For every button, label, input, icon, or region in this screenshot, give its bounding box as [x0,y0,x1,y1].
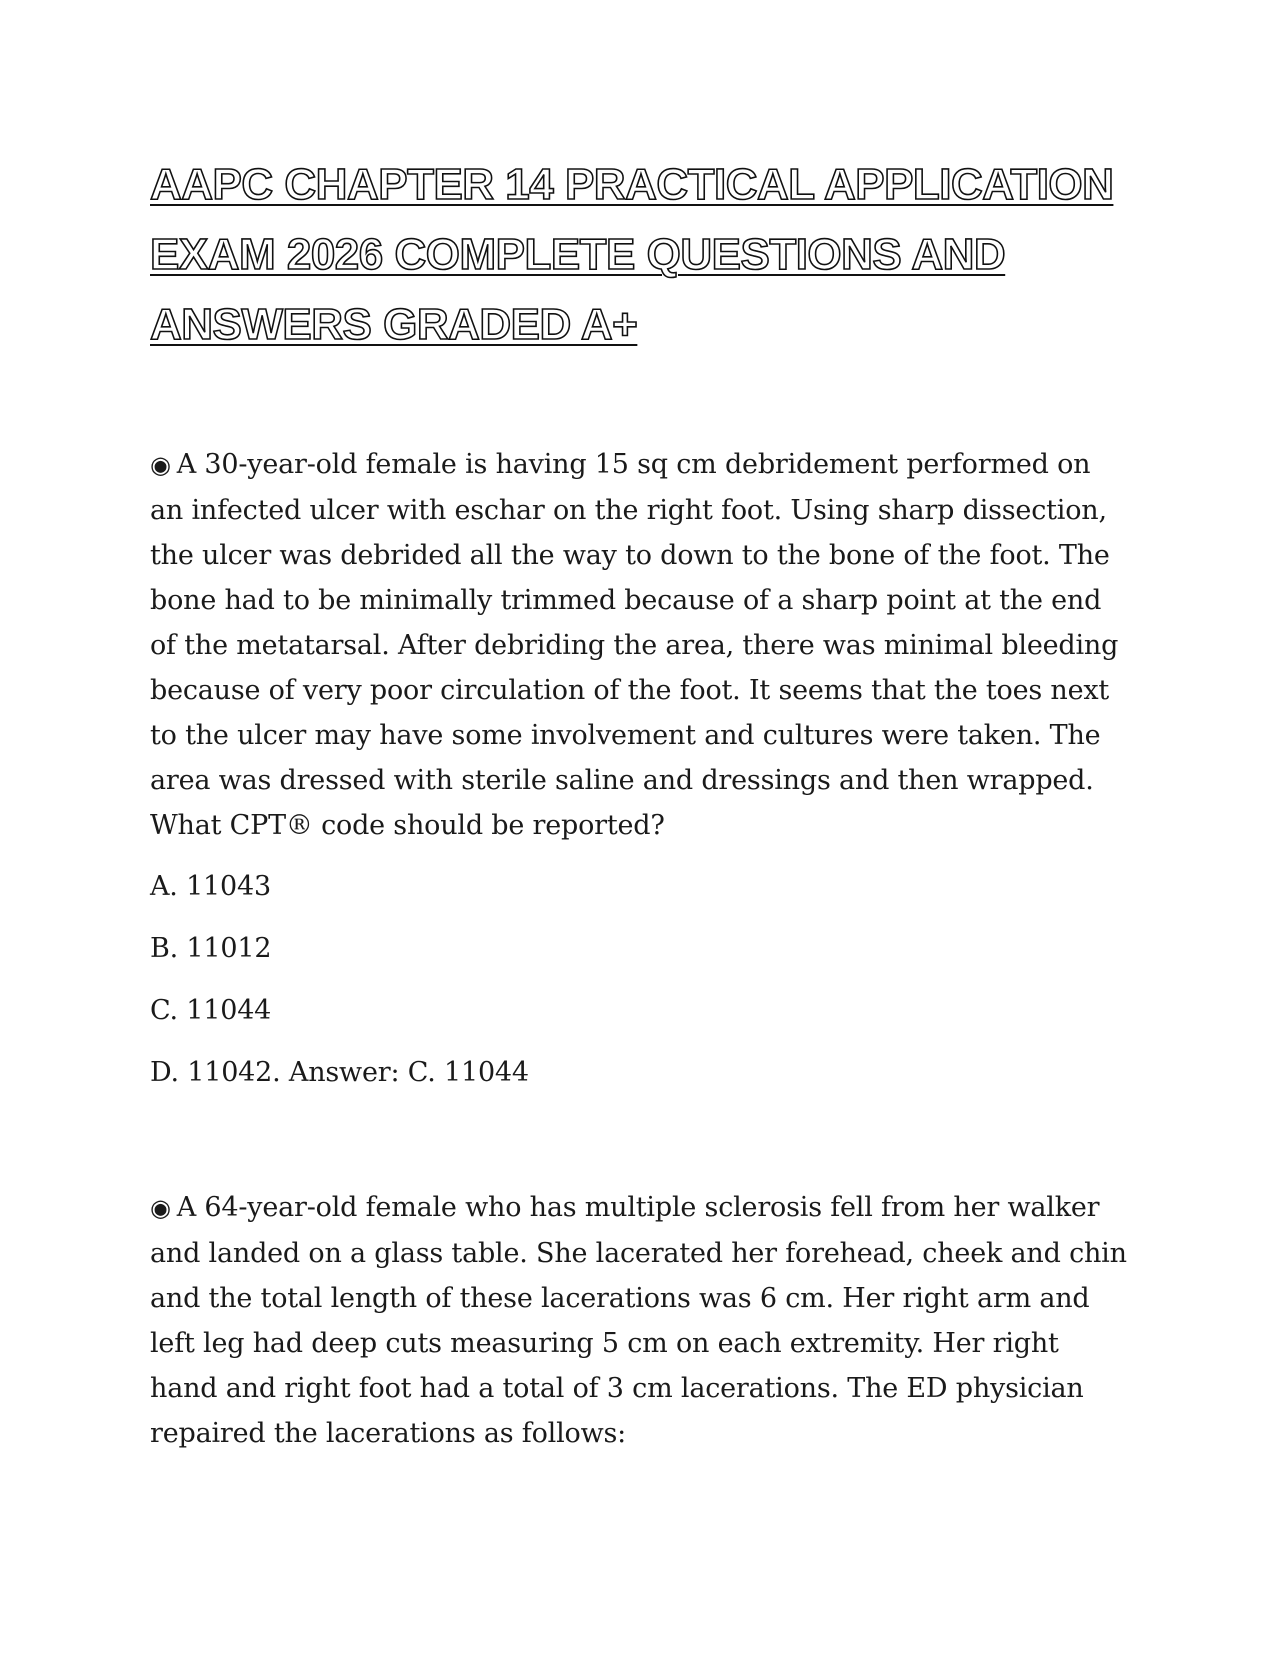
question-1-body: A 30-year-old female is having 15 sq cm debridement performed on an infected ulcer with eschar on the right foot. Using sharp dissection, the ulcer was debrided all the way to down to the bone of the foot. The bone had to be minimally trimmed because of a sharp point at the end of the metatarsal. After debriding the area, there was minimal bleeding because of very poor circulation of the foot. It seems that the toes next to the ulcer may have some involvement and cultures were taken. The area was dressed with sterile saline and dressings and then wrapped. What CPT® code should be reported? [150,449,1119,841]
document-title [150,150,1130,360]
question-text [150,442,1130,848]
question-2 [150,1185,1130,1456]
option-b: B. 11012 [150,933,272,964]
option-a: A. 11043 [150,871,271,902]
document-page [150,150,1130,1456]
question-1 [150,442,1130,1095]
title-line: AAPC CHAPTER 14 PRACTICAL APPLICATION [150,160,1114,209]
question-2-body: A 64-year-old female who has multiple sclerosis fell from her walker and landed on a glass table. She lacerated her forehead, cheek and chin and the total length of these lacerations was 6 cm. Her right arm and left leg had deep cuts measuring 5 cm on each extremity. Her right hand and right foot had a total of 3 cm lacerations. The ED physician repaired the lacerations as follows: [150,1192,1127,1449]
answer-options [150,864,1130,1095]
title-line: ANSWERS GRADED A+ [150,300,638,349]
radio-bullet-icon: ◉ [150,451,171,479]
title-line: EXAM 2026 COMPLETE QUESTIONS AND [150,230,1006,279]
radio-bullet-icon: ◉ [150,1194,171,1222]
question-text [150,1185,1130,1456]
option-c: C. 11044 [150,995,272,1026]
option-d-with-answer: D. 11042. Answer: C. 11044 [150,1057,529,1088]
